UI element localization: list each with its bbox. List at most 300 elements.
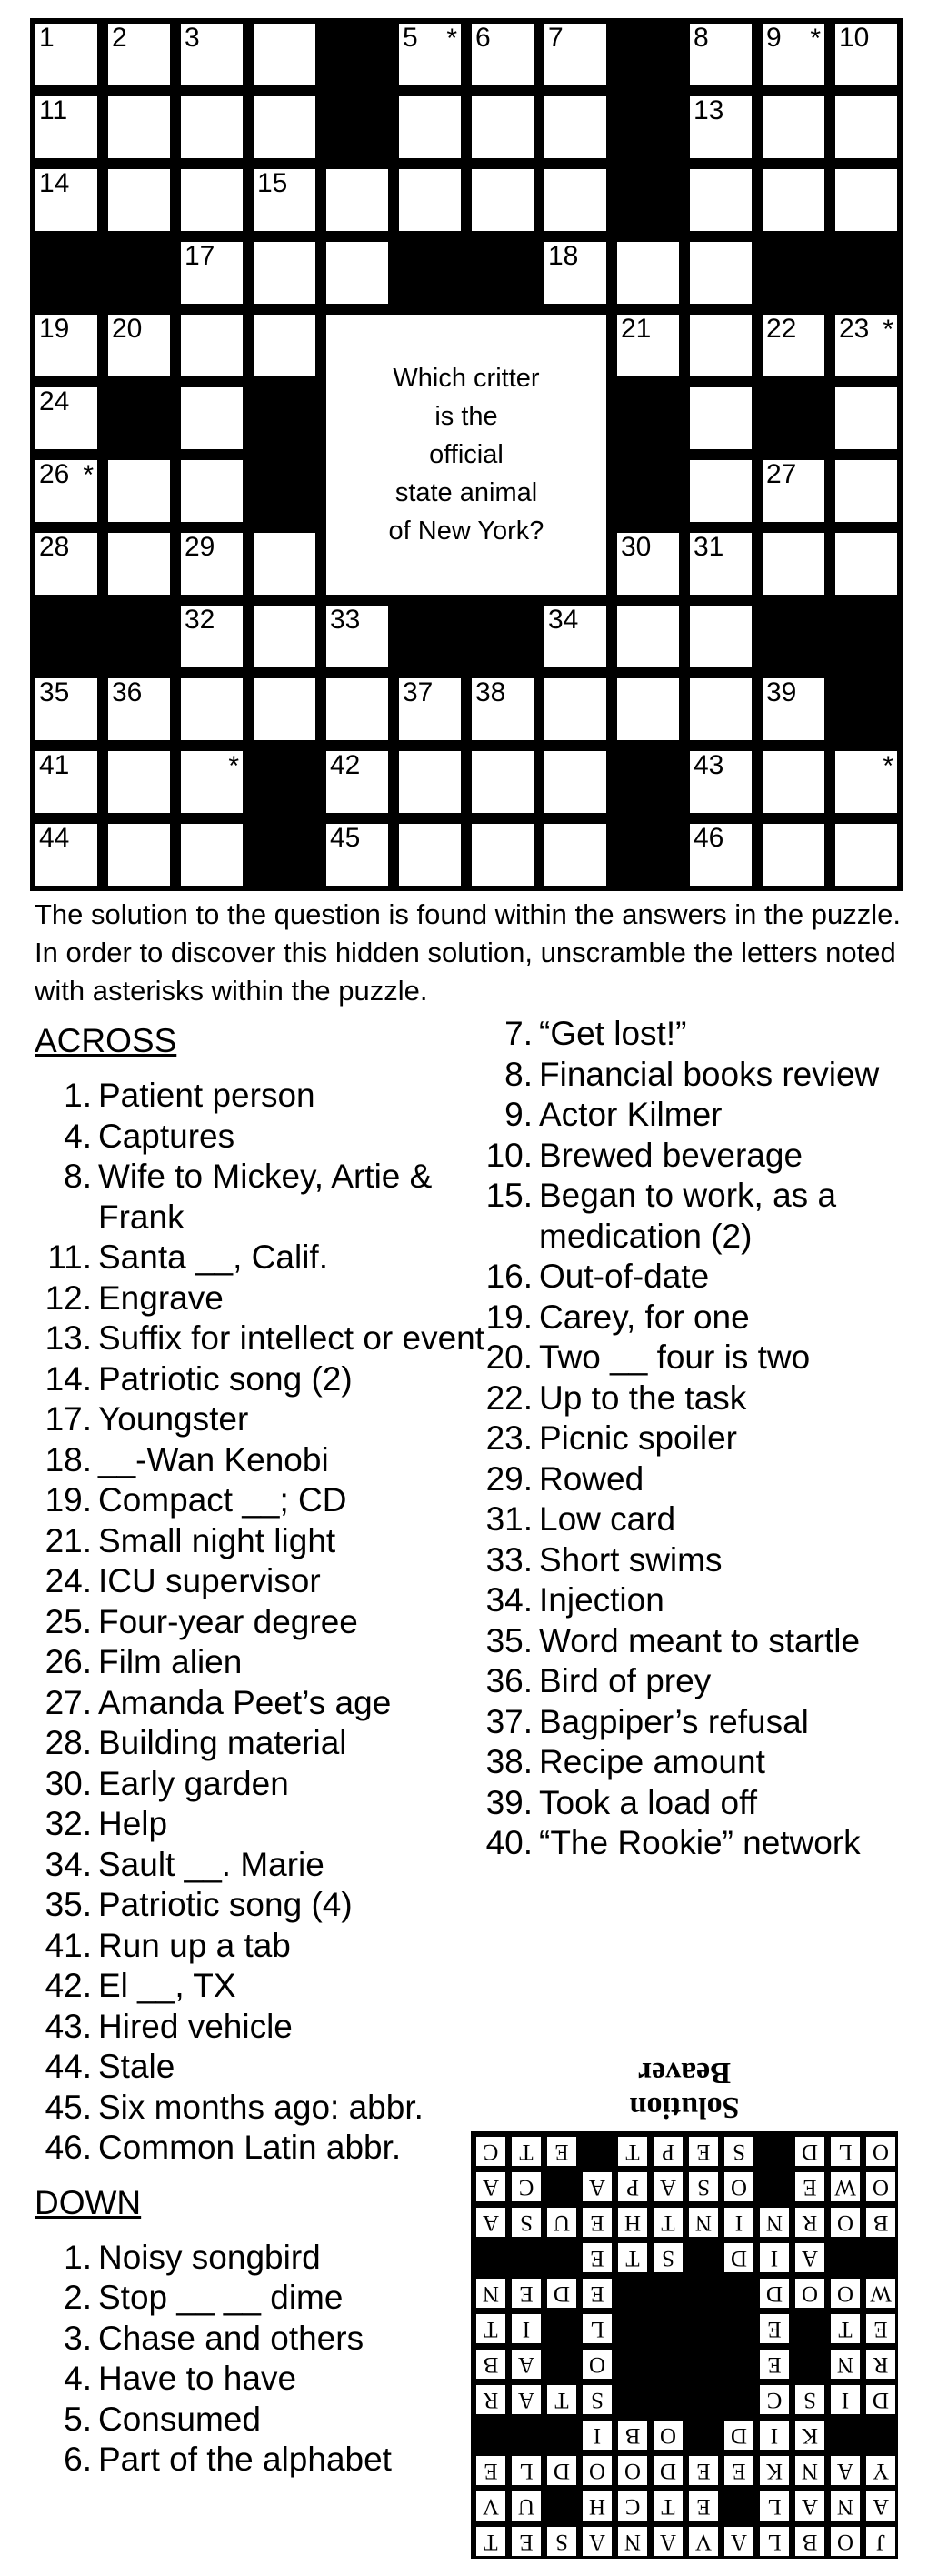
clue-text: El __, TX [98, 1967, 236, 2004]
cell-number: 5 [403, 23, 418, 53]
solution-cell: V [689, 2527, 718, 2556]
clue-number: 38. [485, 1743, 533, 1780]
clue-item [35, 2278, 489, 2319]
clue-text: Two __ four is two [539, 1338, 811, 1376]
clue-item [475, 1338, 912, 1378]
solution-cell: I [724, 2208, 753, 2237]
solution-cell: A [476, 2172, 505, 2201]
clue-number: 15. [485, 1177, 533, 1214]
clue-text: Run up a tab [98, 1926, 291, 1964]
cell-number: 36 [112, 677, 143, 707]
grid-cell [35, 387, 97, 449]
grid-cell [35, 315, 97, 376]
grid-cell [763, 533, 824, 595]
grid-cell [181, 678, 243, 740]
solution-cell: A [583, 2172, 612, 2201]
cell-number: 27 [766, 459, 797, 489]
solution-cell: A [866, 2491, 895, 2521]
clue-item [475, 1176, 912, 1257]
clue-number: 13. [45, 1319, 92, 1357]
clue-item [35, 1926, 489, 1967]
clue-number: 4. [64, 2360, 92, 2397]
asterisk-marker: * [446, 24, 457, 54]
solution-cell: A [512, 2350, 541, 2379]
clue-text: Injection [539, 1581, 664, 1619]
grid-cell [108, 24, 170, 85]
question-line: state animal [394, 478, 538, 507]
solution-cell: K [795, 2421, 824, 2450]
solution-cell: O [618, 2456, 647, 2485]
grid-cell [326, 678, 388, 740]
solution-cell: I [760, 2243, 789, 2272]
asterisk-marker: * [83, 460, 94, 490]
solution-label: Solution [629, 2090, 740, 2124]
cell-number: 34 [548, 605, 579, 635]
solution-grid [471, 2131, 898, 2559]
cell-number: 43 [694, 750, 724, 780]
clue-number: 10. [485, 1136, 533, 1174]
solution-cell: O [866, 2172, 895, 2201]
question-line: is the [434, 402, 498, 431]
cell-number: 15 [257, 168, 288, 198]
clue-item [35, 1804, 489, 1845]
grid-cell [617, 242, 679, 304]
grid-cell [835, 387, 897, 449]
solution-cell: E [512, 2527, 541, 2556]
grid-cell [399, 169, 461, 231]
clue-number: 20. [485, 1338, 533, 1376]
solution-cell: D [866, 2385, 895, 2414]
clue-number: 24. [45, 1562, 92, 1599]
grid-cell [181, 96, 243, 158]
solution-cell: A [583, 2527, 612, 2556]
clue-text: Bird of prey [539, 1662, 712, 1699]
clue-text: Engrave [98, 1278, 224, 1317]
clue-number: 25. [45, 1602, 92, 1640]
clue-column-right [475, 1014, 912, 1864]
clue-number: 43. [45, 2007, 92, 2045]
grid-cell [472, 24, 534, 85]
solution-cell: C [760, 2385, 789, 2414]
solution-cell: R [866, 2350, 895, 2379]
clue-item [475, 1661, 912, 1702]
grid-cell [181, 315, 243, 376]
cell-number: 39 [766, 677, 797, 707]
grid-cell [108, 96, 170, 158]
solution-cell: T [618, 2243, 647, 2272]
across-clue-list [35, 1076, 489, 2169]
solution-cell: T [512, 2137, 541, 2166]
solution-cell: A [654, 2527, 683, 2556]
cell-number: 41 [39, 750, 70, 780]
grid-cell [835, 24, 897, 85]
solution-cell: N [476, 2279, 505, 2308]
grid-cell [108, 533, 170, 595]
clue-item [475, 1298, 912, 1338]
clue-text: Patient person [98, 1077, 315, 1114]
clue-item [35, 2319, 489, 2360]
grid-cell [181, 169, 243, 231]
solution-cell: C [512, 2172, 541, 2201]
clue-item [475, 1055, 912, 1096]
clue-item [475, 1378, 912, 1419]
cell-number: 18 [548, 241, 579, 271]
clue-text: Early garden [98, 1764, 289, 1802]
clue-text: Patriotic song (4) [98, 1886, 353, 1923]
grid-cell [181, 460, 243, 522]
cell-number: 33 [330, 605, 361, 635]
solution-cell: N [760, 2208, 789, 2237]
clue-text: Film alien [98, 1643, 243, 1680]
clue-number: 29. [485, 1459, 533, 1498]
cell-number: 23 [839, 314, 870, 344]
grid-cell [181, 606, 243, 667]
clue-text: Began to work, as a medication (2) [539, 1177, 837, 1255]
solution-cell: N [831, 2350, 860, 2379]
cell-number: 6 [475, 23, 491, 53]
solution-cell: E [689, 2137, 718, 2166]
solution-cell: U [512, 2491, 541, 2521]
clue-text: Suffix for intellect or event [98, 1319, 485, 1357]
solution-cell: E [583, 2279, 612, 2308]
clue-text: Wife to Mickey, Artie & Frank [98, 1158, 433, 1236]
solution-cell: D [724, 2421, 753, 2450]
clue-text: Rowed [539, 1459, 644, 1498]
grid-cell [399, 24, 461, 85]
clue-text: Small night light [98, 1521, 336, 1559]
clue-item [475, 1621, 912, 1662]
solution-answer: Beaver [638, 2056, 731, 2090]
cell-number: 2 [112, 23, 127, 53]
solution-cell: P [654, 2137, 683, 2166]
clue-number: 11. [47, 1238, 92, 1276]
clue-number: 26. [45, 1643, 92, 1680]
clue-text: Brewed beverage [539, 1136, 803, 1174]
grid-cell [690, 387, 752, 449]
solution-cell: S [724, 2137, 753, 2166]
clue-number: 27. [45, 1683, 92, 1721]
solution-cell: L [831, 2137, 860, 2166]
cell-number: 24 [39, 386, 70, 416]
grid-cell [472, 824, 534, 886]
cell-number: 13 [694, 95, 724, 125]
grid-cell [544, 24, 606, 85]
clue-number: 34. [45, 1845, 92, 1883]
cell-number: 22 [766, 314, 797, 344]
grid-cell [544, 824, 606, 886]
clue-item [35, 2400, 489, 2441]
solution-cell: E [583, 2208, 612, 2237]
grid-cell [763, 678, 824, 740]
solution-cell: O [583, 2350, 612, 2379]
solution-cell: J [866, 2527, 895, 2556]
grid-cell [326, 242, 388, 304]
solution-cell: B [795, 2527, 824, 2556]
clue-text: Have to have [98, 2360, 297, 2397]
clue-number: 6. [64, 2441, 92, 2478]
grid-cell [108, 315, 170, 376]
grid-cell [326, 824, 388, 886]
clue-item [475, 1702, 912, 1743]
grid-cell [472, 751, 534, 813]
solution-title [471, 2055, 898, 2124]
solution-cell: B [866, 2208, 895, 2237]
grid-cell [617, 678, 679, 740]
question-line: Which critter [393, 364, 540, 393]
cell-number: 17 [185, 241, 215, 271]
asterisk-marker: * [228, 751, 239, 781]
clue-text: Captures [98, 1117, 235, 1155]
solution-cell: N [795, 2456, 824, 2485]
solution-cell: W [831, 2172, 860, 2201]
solution-cell: A [795, 2243, 824, 2272]
cell-number: 32 [185, 605, 215, 635]
clue-number: 1. [64, 1077, 92, 1114]
clue-item [475, 1783, 912, 1824]
question-line: official [429, 440, 504, 469]
clue-item [475, 1014, 912, 1055]
grid-cell [254, 169, 315, 231]
clue-number: 31. [485, 1500, 533, 1538]
clue-number: 1. [64, 2238, 92, 2276]
clue-item [35, 1561, 489, 1602]
clue-text: Hired vehicle [98, 2007, 293, 2045]
solution-cell: D [654, 2456, 683, 2485]
grid-cell [690, 242, 752, 304]
grid-cell [544, 678, 606, 740]
clue-text: Building material [98, 1724, 347, 1761]
solution-cell: A [831, 2456, 860, 2485]
cell-number: 44 [39, 823, 70, 853]
clue-text: Financial books review [539, 1055, 880, 1093]
solution-cell: E [724, 2456, 753, 2485]
cell-number: 26 [39, 459, 70, 489]
clue-item [35, 1278, 489, 1319]
solution-cell: Y [866, 2456, 895, 2485]
cell-number: 29 [185, 532, 215, 562]
clue-text: Stale [98, 2048, 175, 2085]
grid-cell [35, 824, 97, 886]
grid-cell [763, 824, 824, 886]
clue-number: 42. [45, 1967, 92, 2004]
clue-number: 41. [45, 1926, 92, 1964]
clue-item [475, 1580, 912, 1621]
clue-item [475, 1095, 912, 1136]
clue-text: Picnic spoiler [539, 1419, 737, 1457]
grid-cell [399, 751, 461, 813]
asterisk-marker: * [883, 751, 893, 781]
solution-cell: E [583, 2243, 612, 2272]
grid-cell [35, 169, 97, 231]
clue-item [475, 1742, 912, 1783]
clue-text: Word meant to startle [539, 1621, 861, 1659]
cell-number: 21 [621, 314, 652, 344]
grid-cell [181, 387, 243, 449]
grid-cell [763, 169, 824, 231]
clue-item [35, 2047, 489, 2088]
cell-number: 8 [694, 23, 709, 53]
clue-text: Consumed [98, 2400, 261, 2438]
solution-cell: E [512, 2279, 541, 2308]
grid-cell [254, 24, 315, 85]
solution-cell: B [618, 2421, 647, 2450]
solution-cell: I [760, 2421, 789, 2450]
clue-number: 9. [504, 1096, 533, 1133]
clue-number: 34. [485, 1581, 533, 1619]
cell-number: 42 [330, 750, 361, 780]
solution-cell: C [618, 2491, 647, 2521]
solution-cell: H [583, 2491, 612, 2521]
clue-number: 4. [64, 1117, 92, 1155]
clue-item [35, 1764, 489, 1805]
cell-number: 35 [39, 677, 70, 707]
clue-item [35, 1238, 489, 1278]
clue-item [35, 1318, 489, 1359]
clue-text: __-Wan Kenobi [98, 1440, 329, 1478]
solution-cell: O [583, 2456, 612, 2485]
clue-number: 44. [45, 2048, 92, 2085]
grid-cell [254, 606, 315, 667]
solution-cell: T [476, 2527, 505, 2556]
grid-cell [108, 824, 170, 886]
solution-cell: A [512, 2385, 541, 2414]
grid-cell [617, 315, 679, 376]
clue-number: 22. [485, 1378, 533, 1417]
solution-cell: S [689, 2172, 718, 2201]
clue-number: 30. [45, 1764, 92, 1802]
grid-cell [108, 169, 170, 231]
question-box [326, 315, 606, 595]
solution-cell: U [547, 2208, 576, 2237]
solution-cell: O [654, 2421, 683, 2450]
cell-number: 9 [766, 23, 782, 53]
clue-number: 8. [64, 1158, 92, 1195]
clue-item [35, 1602, 489, 1643]
clue-text: Compact __; CD [98, 1481, 347, 1519]
solution-cell: E [476, 2456, 505, 2485]
clue-item [35, 2007, 489, 2048]
clue-number: 45. [45, 2088, 92, 2126]
grid-cell [835, 824, 897, 886]
grid-cell [544, 606, 606, 667]
solution-cell: D [760, 2279, 789, 2308]
solution-cell: D [547, 2279, 576, 2308]
solution-cell: O [831, 2279, 860, 2308]
solution-cell: B [476, 2350, 505, 2379]
solution-cell: I [583, 2421, 612, 2450]
solution-cell: L [760, 2527, 789, 2556]
clue-item [35, 1521, 489, 1562]
solution-cell: D [795, 2137, 824, 2166]
solution-cell: O [866, 2137, 895, 2166]
cell-number: 28 [39, 532, 70, 562]
solution-cell: N [831, 2491, 860, 2521]
clue-number: 19. [45, 1481, 92, 1519]
grid-cell [472, 678, 534, 740]
cell-number: 37 [403, 677, 434, 707]
solution-cell: T [654, 2208, 683, 2237]
clue-text: Youngster [98, 1400, 249, 1438]
instructions-text: The solution to the question is found within the answers in the puzzle. In order to discover this hidden solution, unscramble the letters noted with asterisks within the puzzle. [35, 898, 901, 1007]
grid-cell [35, 96, 97, 158]
grid-cell [108, 460, 170, 522]
grid-cell [108, 678, 170, 740]
clue-text: Low card [539, 1500, 676, 1538]
solution-cell: O [724, 2172, 753, 2201]
clue-text: Part of the alphabet [98, 2441, 392, 2478]
clue-item [35, 1480, 489, 1521]
solution-cell: E [760, 2350, 789, 2379]
grid-cell [763, 315, 824, 376]
grid-cell [835, 169, 897, 231]
clue-number: 21. [45, 1521, 92, 1559]
grid-cell [617, 606, 679, 667]
clue-number: 19. [485, 1298, 533, 1336]
solution-cell: C [476, 2137, 505, 2166]
cell-number: 14 [39, 168, 70, 198]
grid-cell [254, 242, 315, 304]
solution-cell: W [866, 2279, 895, 2308]
clue-item [35, 2359, 489, 2400]
clue-item [35, 1157, 489, 1238]
clue-number: 35. [45, 1886, 92, 1923]
grid-cell [181, 751, 243, 813]
solution-cell: E [689, 2491, 718, 2521]
grid-cell [763, 96, 824, 158]
cell-number: 20 [112, 314, 143, 344]
solution-cell: A [724, 2527, 753, 2556]
clue-number: 37. [485, 1702, 533, 1740]
solution-cell: I [831, 2385, 860, 2414]
clue-item [475, 1257, 912, 1298]
grid-cell [254, 96, 315, 158]
clue-item [35, 2238, 489, 2279]
solution-cell: O [831, 2527, 860, 2556]
grid-cell [690, 678, 752, 740]
clue-item [35, 1440, 489, 1481]
clue-item [475, 1459, 912, 1500]
solution-cell: A [476, 2208, 505, 2237]
grid-cell [763, 460, 824, 522]
grid-cell [763, 751, 824, 813]
solution-cell: L [512, 2456, 541, 2485]
grid-cell [326, 751, 388, 813]
clue-number: 17. [45, 1400, 92, 1438]
grid-cell [763, 24, 824, 85]
grid-cell [835, 460, 897, 522]
grid-cell [326, 606, 388, 667]
solution-cell: E [795, 2172, 824, 2201]
grid-cell [254, 533, 315, 595]
grid-cell [690, 24, 752, 85]
clue-text: Patriotic song (2) [98, 1359, 353, 1398]
cell-number: 10 [839, 23, 870, 53]
clue-item [475, 1823, 912, 1864]
grid-cell [690, 96, 752, 158]
clue-text: Noisy songbird [98, 2238, 321, 2276]
solution-cell: L [760, 2491, 789, 2521]
question-text [389, 359, 544, 550]
grid-cell [326, 169, 388, 231]
solution-cell: O [795, 2279, 824, 2308]
solution-cell: S [795, 2385, 824, 2414]
grid-cell [35, 678, 97, 740]
clue-number: 3. [64, 2319, 92, 2357]
clue-item [475, 1136, 912, 1177]
solution-cell: V [476, 2491, 505, 2521]
cell-number: 38 [475, 677, 506, 707]
asterisk-marker: * [883, 315, 893, 345]
